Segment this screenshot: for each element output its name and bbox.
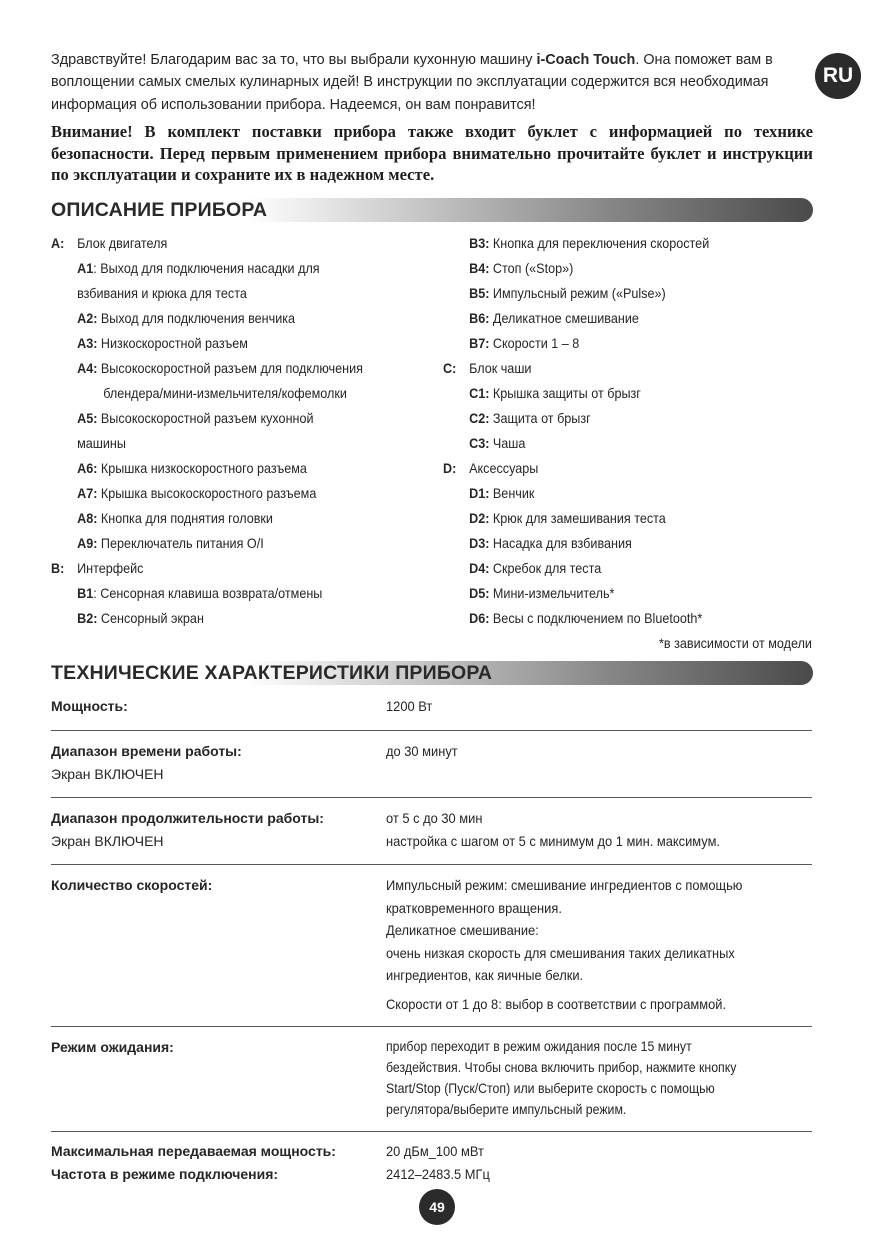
spec-row-power — [51, 695, 812, 731]
spec-value-line: от 5 с до 30 мин — [386, 810, 483, 826]
spec-value-line: Деликатное смешивание: — [386, 922, 539, 938]
description-item — [443, 431, 812, 456]
item-text: Переключатель питания O/I — [97, 535, 264, 551]
description-item — [443, 531, 812, 556]
spec-label: Максимальная передаваемая мощность: — [51, 1143, 336, 1159]
spec-row-runtime — [51, 740, 812, 798]
item-text: Скорости 1 – 8 — [489, 335, 580, 351]
specs-title: ТЕХНИЧЕСКИЕ ХАРАКТЕРИСТИКИ ПРИБОРА — [51, 662, 493, 684]
item-text: Блок чаши — [469, 360, 532, 376]
description-item — [443, 381, 812, 406]
item-code: D1: — [469, 485, 490, 501]
spec-value-line: Start/Stop (Пуск/Стоп) или выберите скорость с помощью — [386, 1080, 715, 1096]
item-code: B6: — [469, 310, 490, 326]
item-code: B3: — [469, 235, 490, 251]
description-item — [443, 406, 812, 431]
spec-value-line: Скорости от 1 до 8: выбор в соответствии с программой. — [386, 995, 727, 1012]
spec-label: Режим ожидания: — [51, 1039, 174, 1055]
description-left-column — [51, 231, 411, 631]
description-item — [51, 431, 411, 456]
description-item — [51, 356, 411, 381]
item-code: B7: — [469, 335, 490, 351]
group-code: B: — [51, 560, 65, 576]
item-code: D3: — [469, 535, 490, 551]
item-text: Блок двигателя — [77, 235, 168, 251]
item-text: Высокоскоростной разъем для подключения — [97, 360, 363, 376]
item-text: Высокоскоростной разъем кухонной — [97, 410, 314, 426]
spec-value-line: 20 дБм_100 мВт — [386, 1143, 484, 1159]
description-item — [51, 381, 411, 406]
description-item — [443, 231, 812, 256]
group-code: A: — [51, 235, 65, 251]
description-item — [443, 481, 812, 506]
description-item — [443, 256, 812, 281]
group-code: D: — [443, 460, 457, 476]
spec-value-line: бездействия. Чтобы снова включить прибор, нажмите кнопку — [386, 1059, 737, 1075]
description-item — [51, 506, 411, 531]
item-code: D2: — [469, 510, 490, 526]
item-code: C3: — [469, 435, 490, 451]
item-text: блендера/мини-измельчителя/кофемолки — [103, 385, 347, 401]
description-right-column — [443, 231, 812, 631]
description-item — [443, 581, 812, 606]
spec-label: Мощность: — [51, 698, 128, 714]
spec-value-line: регулятора/выберите импульсный режим. — [386, 1101, 627, 1117]
spec-row-duration — [51, 807, 812, 865]
description-item — [51, 581, 411, 606]
safety-warning: Внимание! В комплект поставки прибора также входит буклет с информацией по технике безопасности. Перед первым применением прибора внимательно прочитайте буклет и инструкции по эксплуатации и сохраните их в надежном месте. — [51, 122, 813, 184]
item-text: Чаша — [489, 435, 526, 451]
description-title: ОПИСАНИЕ ПРИБОРА — [51, 199, 268, 221]
description-item — [443, 456, 812, 481]
item-code: A9: — [77, 535, 98, 551]
item-code: A1 — [77, 260, 94, 276]
item-text: взбивания и крюка для теста — [77, 285, 247, 301]
item-code: A4: — [77, 360, 98, 376]
description-item — [51, 606, 411, 631]
item-code: A6: — [77, 460, 98, 476]
item-code: A3: — [77, 335, 98, 351]
item-text: Мини-измельчитель* — [489, 585, 615, 601]
intro-paragraph — [51, 49, 816, 116]
item-code: A7: — [77, 485, 98, 501]
spec-value-line: прибор переходит в режим ожидания после 15 минут — [386, 1038, 692, 1054]
spec-value-line: настройка с шагом от 5 с минимум до 1 мин. максимум. — [386, 832, 721, 849]
description-item — [51, 531, 411, 556]
item-code: A8: — [77, 510, 98, 526]
description-item — [51, 556, 411, 581]
item-text: Защита от брызг — [489, 410, 591, 426]
description-item — [51, 406, 411, 431]
language-badge: RU — [815, 53, 861, 99]
spec-row-radio — [51, 1140, 812, 1185]
spec-label: Количество скоростей: — [51, 877, 213, 893]
item-code: D4: — [469, 560, 490, 576]
item-code: A5: — [77, 410, 98, 426]
item-text: Импульсный режим («Pulse») — [489, 285, 666, 301]
spec-value: 1200 Вт — [386, 698, 433, 714]
item-text: Деликатное смешивание — [489, 310, 639, 326]
item-code: D5: — [469, 585, 490, 601]
description-item — [51, 281, 411, 306]
item-code: B5: — [469, 285, 490, 301]
item-text: Кнопка для поднятия головки — [97, 510, 273, 526]
description-section-header — [48, 198, 813, 222]
group-code: C: — [443, 360, 457, 376]
description-item — [51, 481, 411, 506]
spec-value-line: Импульсный режим: смешивание ингредиентов с помощью — [386, 877, 743, 893]
item-text: Низкоскоростной разъем — [97, 335, 248, 351]
item-text: Стоп («Stop») — [489, 260, 574, 276]
item-text: Крышка защиты от брызг — [489, 385, 641, 401]
spec-sublabel: Экран ВКЛЮЧЕН — [51, 765, 164, 782]
item-text: Венчик — [489, 485, 535, 501]
description-item — [443, 281, 812, 306]
spec-row-speeds — [51, 874, 812, 1027]
description-item — [51, 231, 411, 256]
spec-label: Частота в режиме подключения: — [51, 1165, 279, 1182]
description-item — [51, 456, 411, 481]
description-item — [443, 356, 812, 381]
description-item — [51, 331, 411, 356]
item-text: Интерфейс — [77, 560, 144, 576]
description-item — [443, 306, 812, 331]
item-text: Скребок для теста — [489, 560, 602, 576]
item-text: : Сенсорная клавиша возврата/отмены — [93, 585, 323, 601]
spec-label: Диапазон продолжительности работы: — [51, 810, 324, 826]
item-code: B1 — [77, 585, 94, 601]
item-text: Весы с подключением по Bluetooth* — [489, 610, 703, 626]
specs-section-header — [48, 661, 813, 685]
item-text: Сенсорный экран — [97, 610, 204, 626]
description-item — [443, 556, 812, 581]
spec-value-line: кратковременного вращения. — [386, 899, 562, 916]
intro-text-part2: . Она поможет вам в воплощении самых смелых кулинарных идей! В инструкции по эксплуатации содержится вся необходимая информация об использовании прибора. Надеемся, он вам понравится! — [51, 52, 773, 113]
item-text: машины — [77, 435, 126, 451]
spec-value: до 30 минут — [386, 743, 458, 759]
item-code: A2: — [77, 310, 98, 326]
product-name: i-Coach Touch — [536, 52, 636, 68]
item-code: C1: — [469, 385, 490, 401]
intro-text-part1: Здравствуйте! Благодарим вас за то, что вы выбрали кухонную машину — [51, 52, 537, 68]
spec-value-line: 2412–2483.5 МГц — [386, 1165, 490, 1182]
item-text: Крюк для замешивания теста — [489, 510, 666, 526]
spec-sublabel: Экран ВКЛЮЧЕН — [51, 832, 164, 849]
spec-row-standby — [51, 1036, 812, 1132]
item-text: Крышка низкоскоростного разъема — [97, 460, 307, 476]
item-text: Выход для подключения венчика — [97, 310, 296, 326]
item-text: : Выход для подключения насадки для — [93, 260, 320, 276]
item-text: Крышка высокоскоростного разъема — [97, 485, 317, 501]
description-item — [443, 506, 812, 531]
page-number: 49 — [419, 1189, 455, 1225]
spec-label: Диапазон времени работы: — [51, 743, 242, 759]
spec-value-line: ингредиентов, как яичные белки. — [386, 967, 584, 983]
spec-value-line: очень низкая скорость для смешивания таких деликатных — [386, 944, 735, 961]
item-code: C2: — [469, 410, 490, 426]
item-text: Кнопка для переключения скоростей — [489, 235, 710, 251]
model-footnote: *в зависимости от модели — [659, 635, 812, 651]
item-code: B4: — [469, 260, 490, 276]
item-text: Насадка для взбивания — [489, 535, 632, 551]
item-code: B2: — [77, 610, 98, 626]
description-item — [51, 306, 411, 331]
description-item — [443, 331, 812, 356]
description-item — [443, 606, 812, 631]
item-code: D6: — [469, 610, 490, 626]
description-item — [51, 256, 411, 281]
item-text: Аксессуары — [469, 460, 539, 476]
